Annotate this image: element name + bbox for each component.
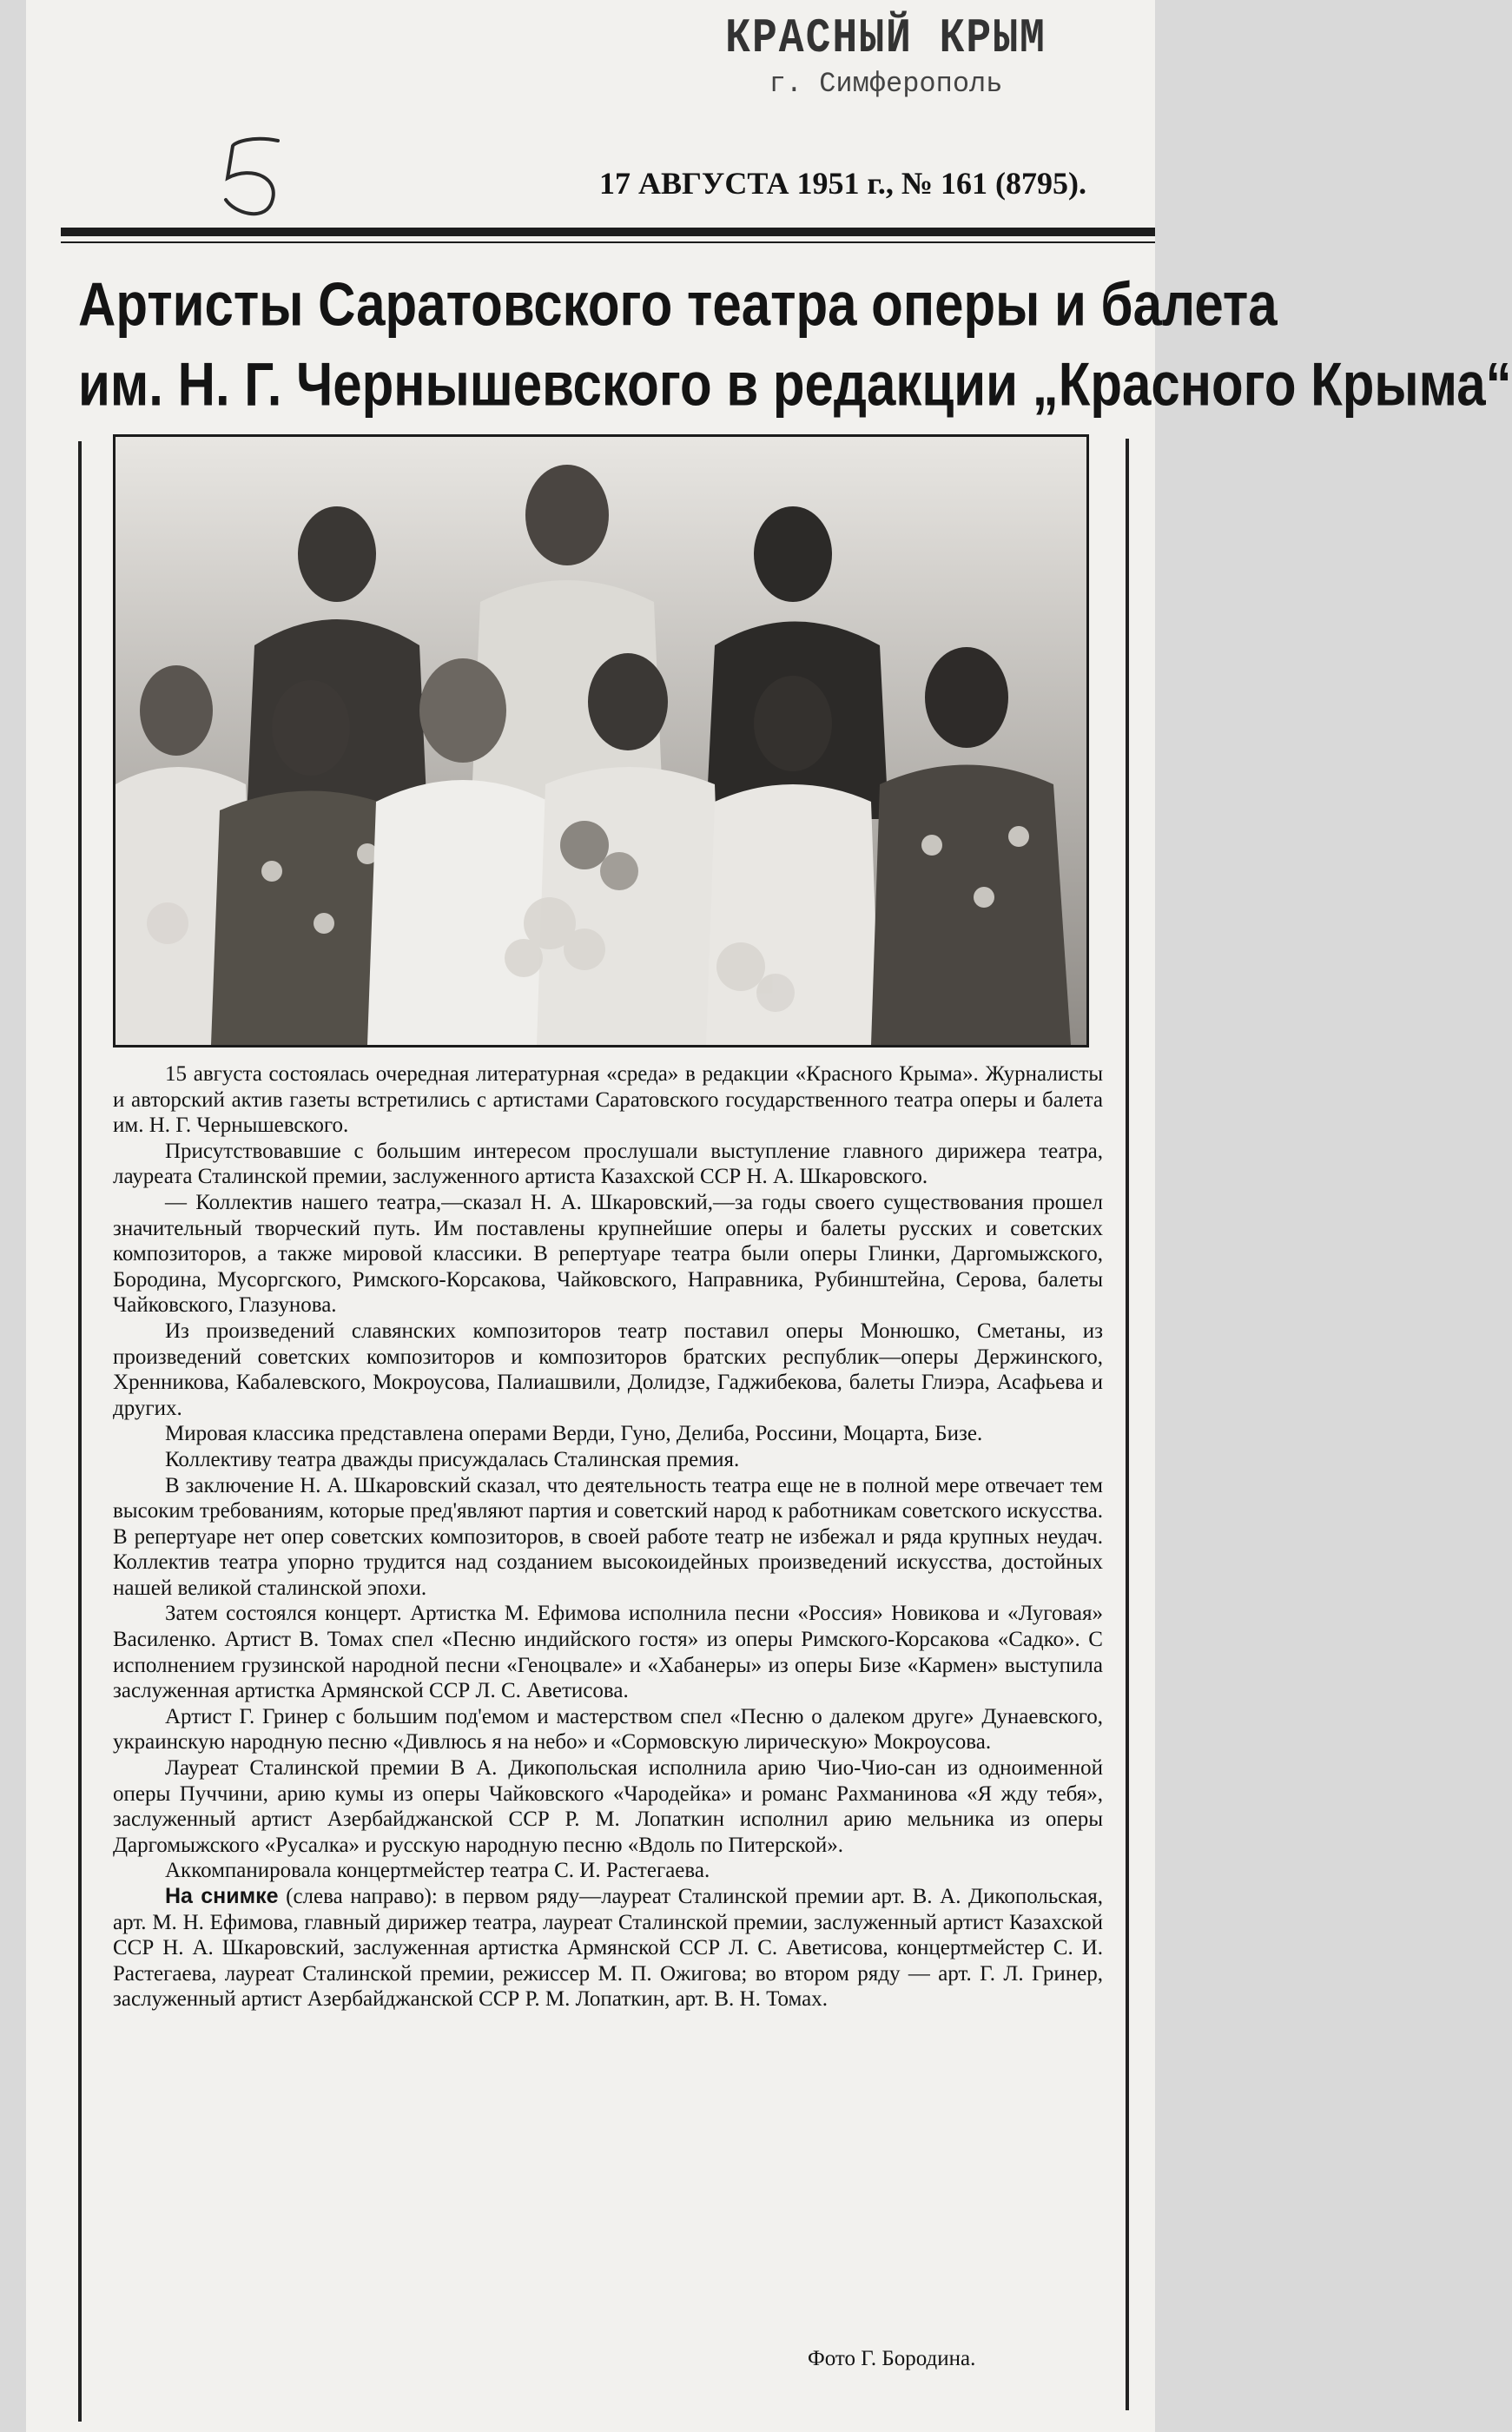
article-headline (78, 265, 1512, 425)
stamp-title: КРАСНЫЙ КРЫМ (725, 11, 1047, 67)
group-photo (113, 434, 1089, 1047)
article-paragraph: — Коллектив нашего театра,—сказал Н. А. Шкаровский,—за годы своего существования прошел значительный творческий путь. Им поставлены крупнейшие оперы и балеты русских и советских композиторов, а также мировой классики. В репертуаре театра были оперы Глинки, Даргомыжского, Бородина, Мусоргского, Римского-Корсакова, Чайковского, Направника, Рубинштейна, Серова, балеты Чайковского, Глазунова. (113, 1190, 1103, 1318)
header-rule-thin (61, 241, 1155, 243)
article-paragraph: 15 августа состоялась очередная литературная «среда» в редакции «Красного Крыма». Журналисты и авторский актив газеты встретились с артистами Саратовского государственного театра оперы и балета им. Н. Г. Чернышевского. (113, 1062, 1103, 1138)
stamp-city: г. Симферополь (769, 68, 1003, 100)
column-frame-right (1126, 439, 1129, 2410)
photo-credit: Фото Г. Бородина. (808, 2347, 976, 2370)
caption-lead: На снимке (165, 1884, 279, 1908)
article-paragraph: Из произведений славянских композиторов театр поставил оперы Монюшко, Сметаны, из произведений советских композиторов и композиторов братских республик—оперы Держинского, Хренникова, Кабалевского, Мокроусова, Палиашвили, Долидзе, Гаджибекова, балеты Глиэра, Асафьева и других. (113, 1318, 1103, 1420)
article-paragraph: Аккомпанировала концертмейстер театра С. И. Растегаева. (165, 1859, 710, 1883)
article-paragraph: Затем состоялся концерт. Артистка М. Ефимова исполнила песни «Россия» Новикова и «Луговая» Василенко. Артист В. Томах спел «Песню индийского гостя» из оперы Римского-Корсакова «Садко». С исполнением грузинской народной песни «Геноцвале» и «Хабанеры» из оперы Бизе «Кармен» выступила заслуженная артистка Армянской ССР Л. С. Аветисова. (113, 1602, 1103, 1703)
headline-line-2: им. Н. Г. Чернышевского в редакции „Красного Крыма“ (78, 349, 1512, 419)
article-paragraph: Коллективу театра дважды присуждалась Сталинская премия. (165, 1447, 740, 1471)
photo-caption (113, 1884, 1103, 2012)
group-photo-icon (116, 437, 1086, 1045)
article-paragraph: Артист Г. Гринер с большим под'емом и мастерством спел «Песню о далеком друге» Дунаевского, украинскую народную песню «Дивлюсь я на небо» и «Сормовскую лирическую» Мокроусова. (113, 1704, 1103, 1755)
library-stamp (703, 11, 1068, 100)
column-frame-left (78, 441, 82, 2422)
article-paragraph: В заключение Н. А. Шкаровский сказал, что деятельность театра еще не в полной мере отвечает тем высоким требованиям, которые пред'являют партия и советский народ к работникам советского искусства. В репертуаре нет опер советских композиторов, в своей работе театр не избежал и ряда крупных неудач. Коллектив театра упорно трудится над созданием высокоидейных произведений искусства, достойных нашей великой сталинской эпохи. (113, 1473, 1103, 1600)
headline-line-1: Артисты Саратовского театра оперы и балета (78, 269, 1278, 339)
newspaper-clipping (26, 0, 1512, 2432)
issue-dateline: 17 АВГУСТА 1951 г., № 161 (8795). (599, 166, 1086, 201)
caption-text: (слева направо): в первом ряду—лауреат Сталинской премии арт. В. А. Дикопольская, арт. М. Н. Ефимова, главный дирижер театра, лауреат Сталинской премии, заслуженный артист Казахской ССР Н. А. Шкаровский, заслуженная артистка Армянской ССР Л. С. Аветисова, концертмейстер С. И. Растегаева, лауреат Сталинской премии, режиссер М. П. Ожигова; во втором ряду — арт. Г. Л. Гринер, заслуженный артист Азербайджанской ССР Р. М. Лопаткин, арт. В. Н. Томах. (113, 1885, 1103, 2012)
article-paragraph: Лауреат Сталинской премии В А. Дикопольская исполнила арию Чио-Чио-сан из одноименной оперы Пуччини, арию кумы из оперы Чайковского «Чародейка» и романс Рахманинова «Я жду тебя», заслуженный артист Азербайджанской ССР Р. М. Лопаткин исполнил арию мельника из оперы Даргомыжского «Русалка» и русскую народную песню «Вдоль по Питерской». (113, 1756, 1103, 1857)
article-paragraph: Мировая классика представлена операми Верди, Гуно, Делиба, Россини, Моцарта, Бизе. (165, 1422, 983, 1446)
header-rule (61, 228, 1155, 236)
handwritten-mark-icon (217, 130, 295, 230)
article-body (113, 1061, 1103, 2012)
article-paragraph: Присутствовавшие с большим интересом прослушали выступление главного дирижера театра, лауреата Сталинской премии, заслуженного артиста Казахской ССР Н. А. Шкаровского. (113, 1139, 1103, 1189)
